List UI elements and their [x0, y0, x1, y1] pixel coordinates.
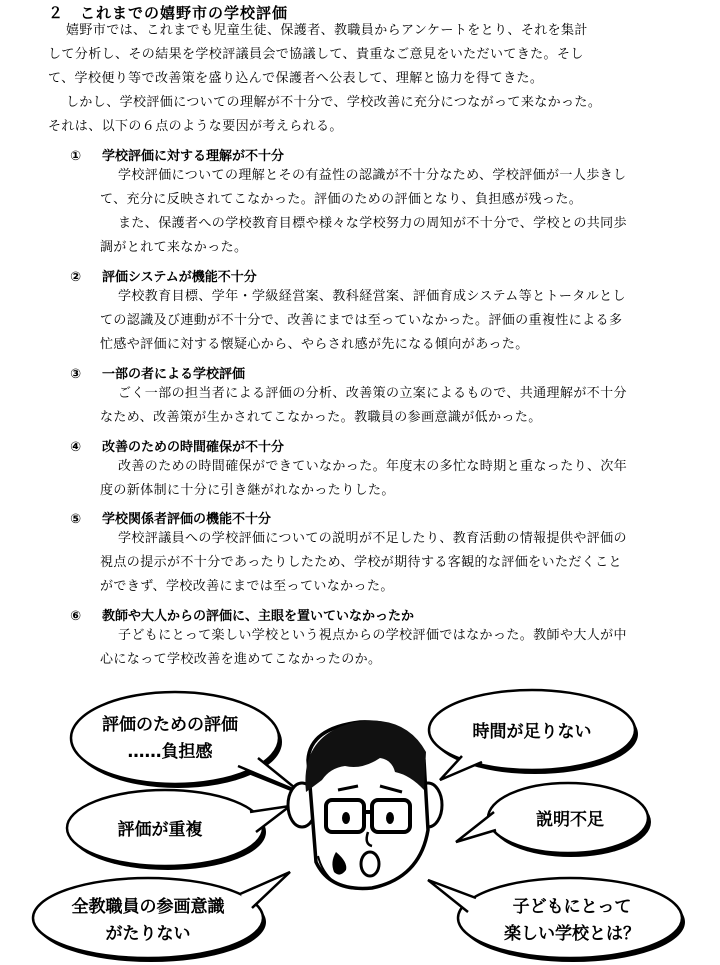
- bubble-1-text-line-1: 評価のための評価: [102, 715, 238, 735]
- intro-line-4: しかし、学校評価についての理解が不十分で、学校改善に充分につながって来なかった。: [66, 95, 602, 110]
- section-1-title: 学校評価に対する理解が不十分: [102, 149, 285, 164]
- bubble-4-text: 説明不足: [536, 810, 604, 830]
- section-5-heading: [70, 508, 271, 527]
- section-1-line: また、保護者への学校教育目標や様々な学校努力の周知が不十分で、学校との共同歩: [118, 216, 627, 231]
- section-4-number: ④: [70, 440, 82, 455]
- intro-line-3: て、学校便り等で改善策を盛り込んで保護者へ公表して、理解と協力を得てきた。: [48, 71, 544, 86]
- section-1-line: 調がとれて来なかった。: [100, 240, 248, 255]
- section-5-number: ⑤: [70, 512, 82, 527]
- section-1-heading: [70, 145, 284, 164]
- intro-line-2: して分析し、その結果を学校評議員会で協議して、貴重なご意見をいただいてきた。そし: [48, 47, 584, 62]
- teacher-face-icon: [288, 721, 442, 889]
- bubble-5-text-line-1: 全教職員の参画意識: [71, 897, 225, 917]
- section-3-heading: [70, 363, 245, 382]
- speech-bubble-lack-of-explanation: [456, 783, 651, 857]
- intro-line-5: それは、以下の６点のような要因が考えられる。: [48, 119, 343, 134]
- worried-teacher-illustration: [0, 680, 720, 965]
- section-2-number: ②: [70, 270, 82, 285]
- page-title: ２ これまでの嬉野市の学校評価: [48, 4, 289, 22]
- section-3-line: ごく一部の担当者による評価の分析、改善策の立案によるもので、共通理解が不十分: [118, 386, 627, 401]
- speech-bubble-staff-participation: [33, 872, 290, 962]
- bubble-2-text: 時間が足りない: [472, 722, 592, 742]
- bubble-6-text-line-2: 楽しい学校とは？: [504, 924, 640, 944]
- section-2-heading: [70, 266, 257, 285]
- section-6-number: ⑥: [70, 609, 82, 624]
- speech-bubble-fun-school: [428, 878, 685, 962]
- section-1-number: ①: [70, 149, 82, 164]
- section-2-line: ての認識及び連動が不十分で、改善にまでは至っていなかった。評価の重複性による多: [100, 313, 623, 328]
- section-4-line: 度の新体制に十分に引き継がれなかったりした。: [100, 483, 395, 498]
- bubble-6-text-line-1: 子どもにとって: [512, 897, 632, 917]
- section-5-line: ができず、学校改善にまでは至っていなかった。: [100, 579, 394, 594]
- intro-line-1: 嬉野市では、これまでも児童生徒、保護者、教職員からアンケートをとり、それを集計: [66, 23, 588, 38]
- section-4-heading: [70, 436, 284, 455]
- section-4-line: 改善のための時間確保ができていなかった。年度末の多忙な時期と重なったり、次年: [118, 459, 628, 474]
- section-6-line: 子どもにとって楽しい学校という視点からの学校評価ではなかった。教師や大人が中: [118, 628, 627, 643]
- section-3-number: ③: [70, 367, 82, 382]
- section-3-title: 一部の者による学校評価: [102, 367, 246, 382]
- section-5-title: 学校関係者評価の機能不十分: [102, 512, 272, 527]
- bubble-3-text: 評価が重複: [117, 820, 203, 840]
- section-4-title: 改善のための時間確保が不十分: [102, 440, 285, 455]
- section-5-line: 視点の提示が不十分であったりしたため、学校が期待する客観的な評価をいただくこと: [100, 555, 622, 570]
- speech-bubble-not-enough-time: [429, 690, 638, 780]
- section-1-line: て、充分に反映されてこなかった。評価のための評価となり、負担感が残った。: [100, 192, 583, 207]
- section-2-line: 学校教育目標、学年・学級経営案、教科経営案、評価育成システム等とトータルとし: [118, 289, 626, 304]
- section-5-line: 学校評議員への学校評価についての説明が不足したり、教育活動の情報提供や評価の: [118, 531, 627, 546]
- section-1-line: 学校評価についての理解とその有益性の認識が不十分なため、学校評価が一人歩きし: [118, 168, 627, 183]
- section-2-line: 忙感や評価に対する懐疑心から、やらされ感が先になる傾向があった。: [100, 337, 529, 352]
- bubble-5-text-line-2: がたりない: [105, 924, 191, 944]
- section-6-heading: [70, 605, 414, 624]
- section-2-title: 評価システムが機能不十分: [102, 270, 257, 285]
- bubble-1-text-line-2: ……負担感: [127, 742, 213, 762]
- section-3-line: なため、改善策が生かされてこなかった。教職員の参画意識が低かった。: [100, 410, 542, 425]
- speech-bubble-evaluation-burden: [71, 692, 303, 796]
- section-6-title: 教師や大人からの評価に、主眼を置いていなかったか: [102, 609, 415, 624]
- speech-bubble-duplicate-evaluation: [67, 790, 290, 870]
- section-6-line: 心になって学校改善を進めてこなかったのか。: [100, 652, 382, 667]
